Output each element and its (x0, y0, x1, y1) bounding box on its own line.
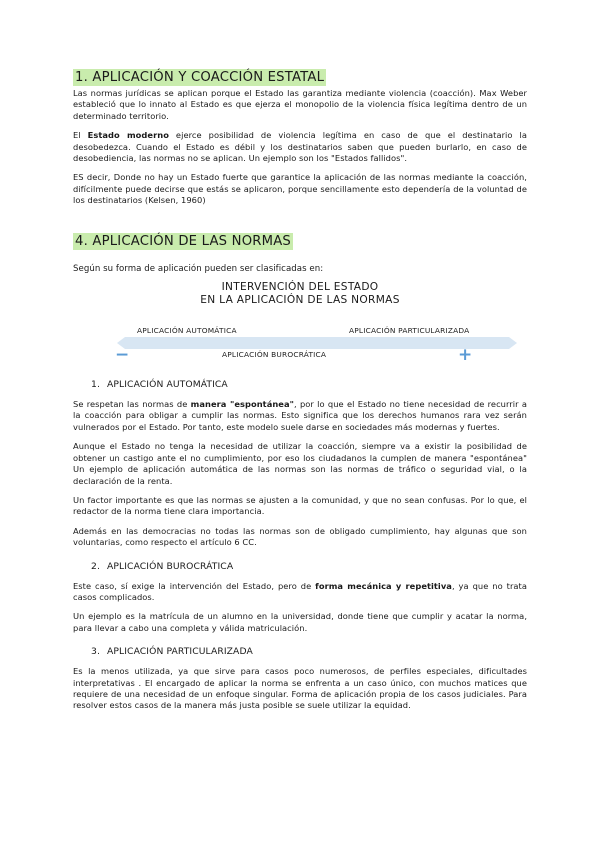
bold-term: Estado moderno (87, 130, 169, 141)
paragraph: Un ejemplo es la matrícula de un alumno en la universidad, donde tiene que cumplir y acatar la norma, para llevar a cabo una completa y válida matriculación. (73, 611, 527, 633)
subheading-automatica: 1. APLICACIÓN AUTOMÁTICA (91, 379, 228, 391)
subheading-burocratica: 2. APLICACIÓN BUROCRÁTICA (91, 560, 234, 572)
heading-aplicacion-normas: 4. APLICACIÓN DE LAS NORMAS (75, 233, 292, 249)
minus-icon: − (115, 345, 130, 366)
document-page (73, 66, 527, 712)
arrow-shape (117, 337, 517, 349)
bold-term: manera "espontánea" (190, 399, 294, 410)
plus-icon: + (458, 345, 473, 366)
bold-term: forma mecánica y repetitiva (315, 580, 452, 591)
paragraph: Un factor importante es que las normas se ajusten a la comunidad, y que no sean confusas. Por lo que, el redactor de la norma tiene clara importancia. (73, 494, 527, 517)
subheading-particularizada: 3. APLICACIÓN PARTICULARIZADA (91, 646, 253, 658)
paragraph: El Estado moderno ejerce posibilidad de violencia legítima en caso de que el destinatario la desobedezca. Cuando el Estado es débil y los destinatarios saben que pueden burlarlo, en caso de desobediencia, las normas no se aplican. Un ejemplo son los "Estados fallidos". (73, 130, 527, 164)
double-arrow (117, 337, 517, 349)
paragraph: Además en las democracias no todas las normas son de obligado cumplimiento, hay algunas que son voluntarias, como respecto el artículo 6 CC. (73, 525, 527, 548)
paragraph: ES decir, Donde no hay un Estado fuerte que garantice la aplicación de las normas mediante la coacción, difícilmente puede decirse que estás se aplicaron, porque sencillamente esto dependería de la voluntad de los destinatarios (Kelsen, 1960) (73, 172, 527, 206)
paragraph: Se respetan las normas de manera "espontánea", por lo que el Estado no tiene necesidad de recurrir a la coacción para obligar a cumplir las normas. Esto significa que los derechos humanos rara vez serán vulnerados por el Estado. Por tanto, este modelo suele darse en sociedades más modernas y fuertes. (73, 399, 528, 432)
label-particularized: APLICACIÓN PARTICULARIZADA (349, 326, 470, 336)
diagram-title: INTERVENCIÓN DEL ESTADO EN LA APLICACIÓN DE LAS NORMAS (200, 281, 400, 306)
paragraph: Aunque el Estado no tenga la necesidad de utilizar la coacción, siempre va a existir la posibilidad de obtener un castigo ante el no cumplimiento, por eso los ciudadanos la cumplen de manera "espontánea" Un ejemplo de aplicación automática de las normas son las normas de tráfico o seguridad vial, o la declaración de la renta. (73, 441, 527, 486)
intervention-diagram (73, 281, 527, 367)
label-bureaucratic: APLICACIÓN BUROCRÁTICA (222, 350, 327, 360)
paragraph: Es la menos utilizada, ya que sirve para casos poco numerosos, de perfiles especiales, dificultades interpretativas . El encargado de aplicar la norma se enfrenta a un caso único, con muchos matices que requiere de una necesidad de un enfoque singular. Forma de aplicación propia de los casos judiciales. Para resolver estos casos de la manera más justa posible se suele utilizar la equidad. (73, 666, 527, 711)
intro-text: Según su forma de aplicación pueden ser clasificadas en: (73, 263, 324, 274)
paragraph: Este caso, sí exige la intervención del Estado, pero de forma mecánica y repetitiva, ya que no trata casos complicados. (73, 580, 527, 602)
heading-aplicacion-coaccion: 1. APLICACIÓN Y COACCIÓN ESTATAL (75, 70, 325, 85)
label-automatic: APLICACIÓN AUTOMÁTICA (137, 326, 237, 336)
paragraph: Las normas jurídicas se aplican porque el Estado las garantiza mediante violencia (coacción). Max Weber estableció que lo innato al Estado es que ejerza el monopolio de la violencia física legítima dentro de un determinado territorio. (73, 88, 527, 121)
